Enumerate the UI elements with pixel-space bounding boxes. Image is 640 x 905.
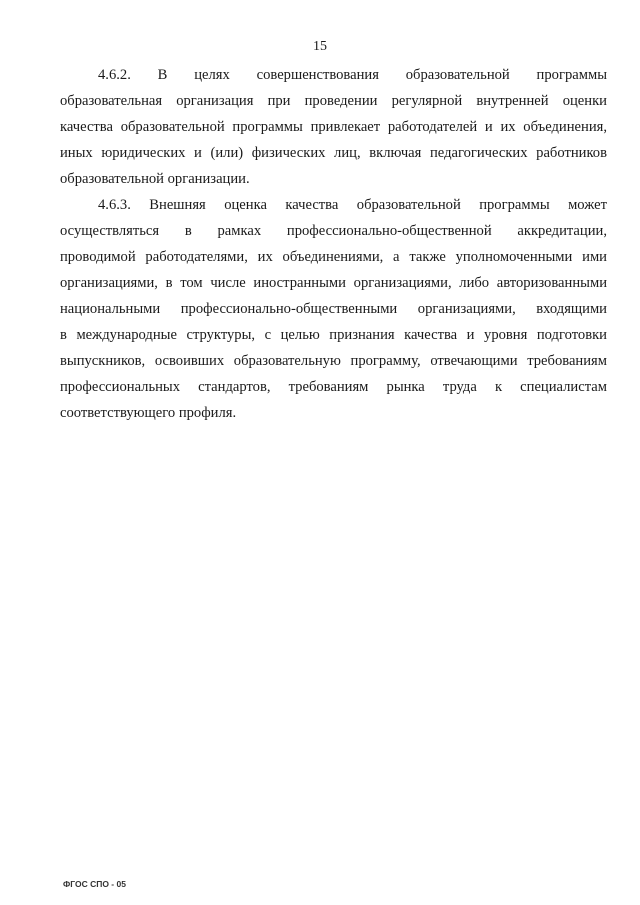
text-line: выпускников, освоивших образовательную программу, отвечающими требованиям (60, 353, 607, 369)
text-line: осуществляться в рамках профессионально-общественной аккредитации, (60, 223, 607, 239)
text-line: проводимой работодателями, их объединениями, а также уполномоченными ими (60, 249, 607, 265)
text-line: профессиональных стандартов, требованиям рынка труда к специалистам (60, 379, 607, 395)
text-line: образовательной организации. (60, 171, 250, 187)
paragraph-4-6-3 (60, 192, 607, 426)
text-line: образовательная организация при проведении регулярной внутренней оценки (60, 93, 607, 109)
text-line: 4.6.2. В целях совершенствования образовательной программы (98, 67, 607, 83)
text-line: соответствующего профиля. (60, 405, 237, 421)
text-line: в международные структуры, с целью признания качества и уровня подготовки (60, 327, 607, 343)
text-line: национальными профессионально-общественными организациями, входящими (60, 301, 607, 317)
footer-standard-code: ФГОС СПО - 05 (63, 879, 126, 889)
text-line: иных юридических и (или) физических лиц, включая педагогических работников (60, 145, 607, 161)
text-line: качества образовательной программы привлекает работодателей и их объединения, (60, 119, 607, 135)
text-line: организациями, в том числе иностранными организациями, либо авторизованными (60, 275, 607, 291)
text-line: 4.6.3. Внешняя оценка качества образовательной программы может (98, 197, 607, 213)
paragraph-4-6-2 (60, 62, 607, 192)
page-number: 15 (313, 39, 327, 54)
document-body (60, 62, 607, 426)
